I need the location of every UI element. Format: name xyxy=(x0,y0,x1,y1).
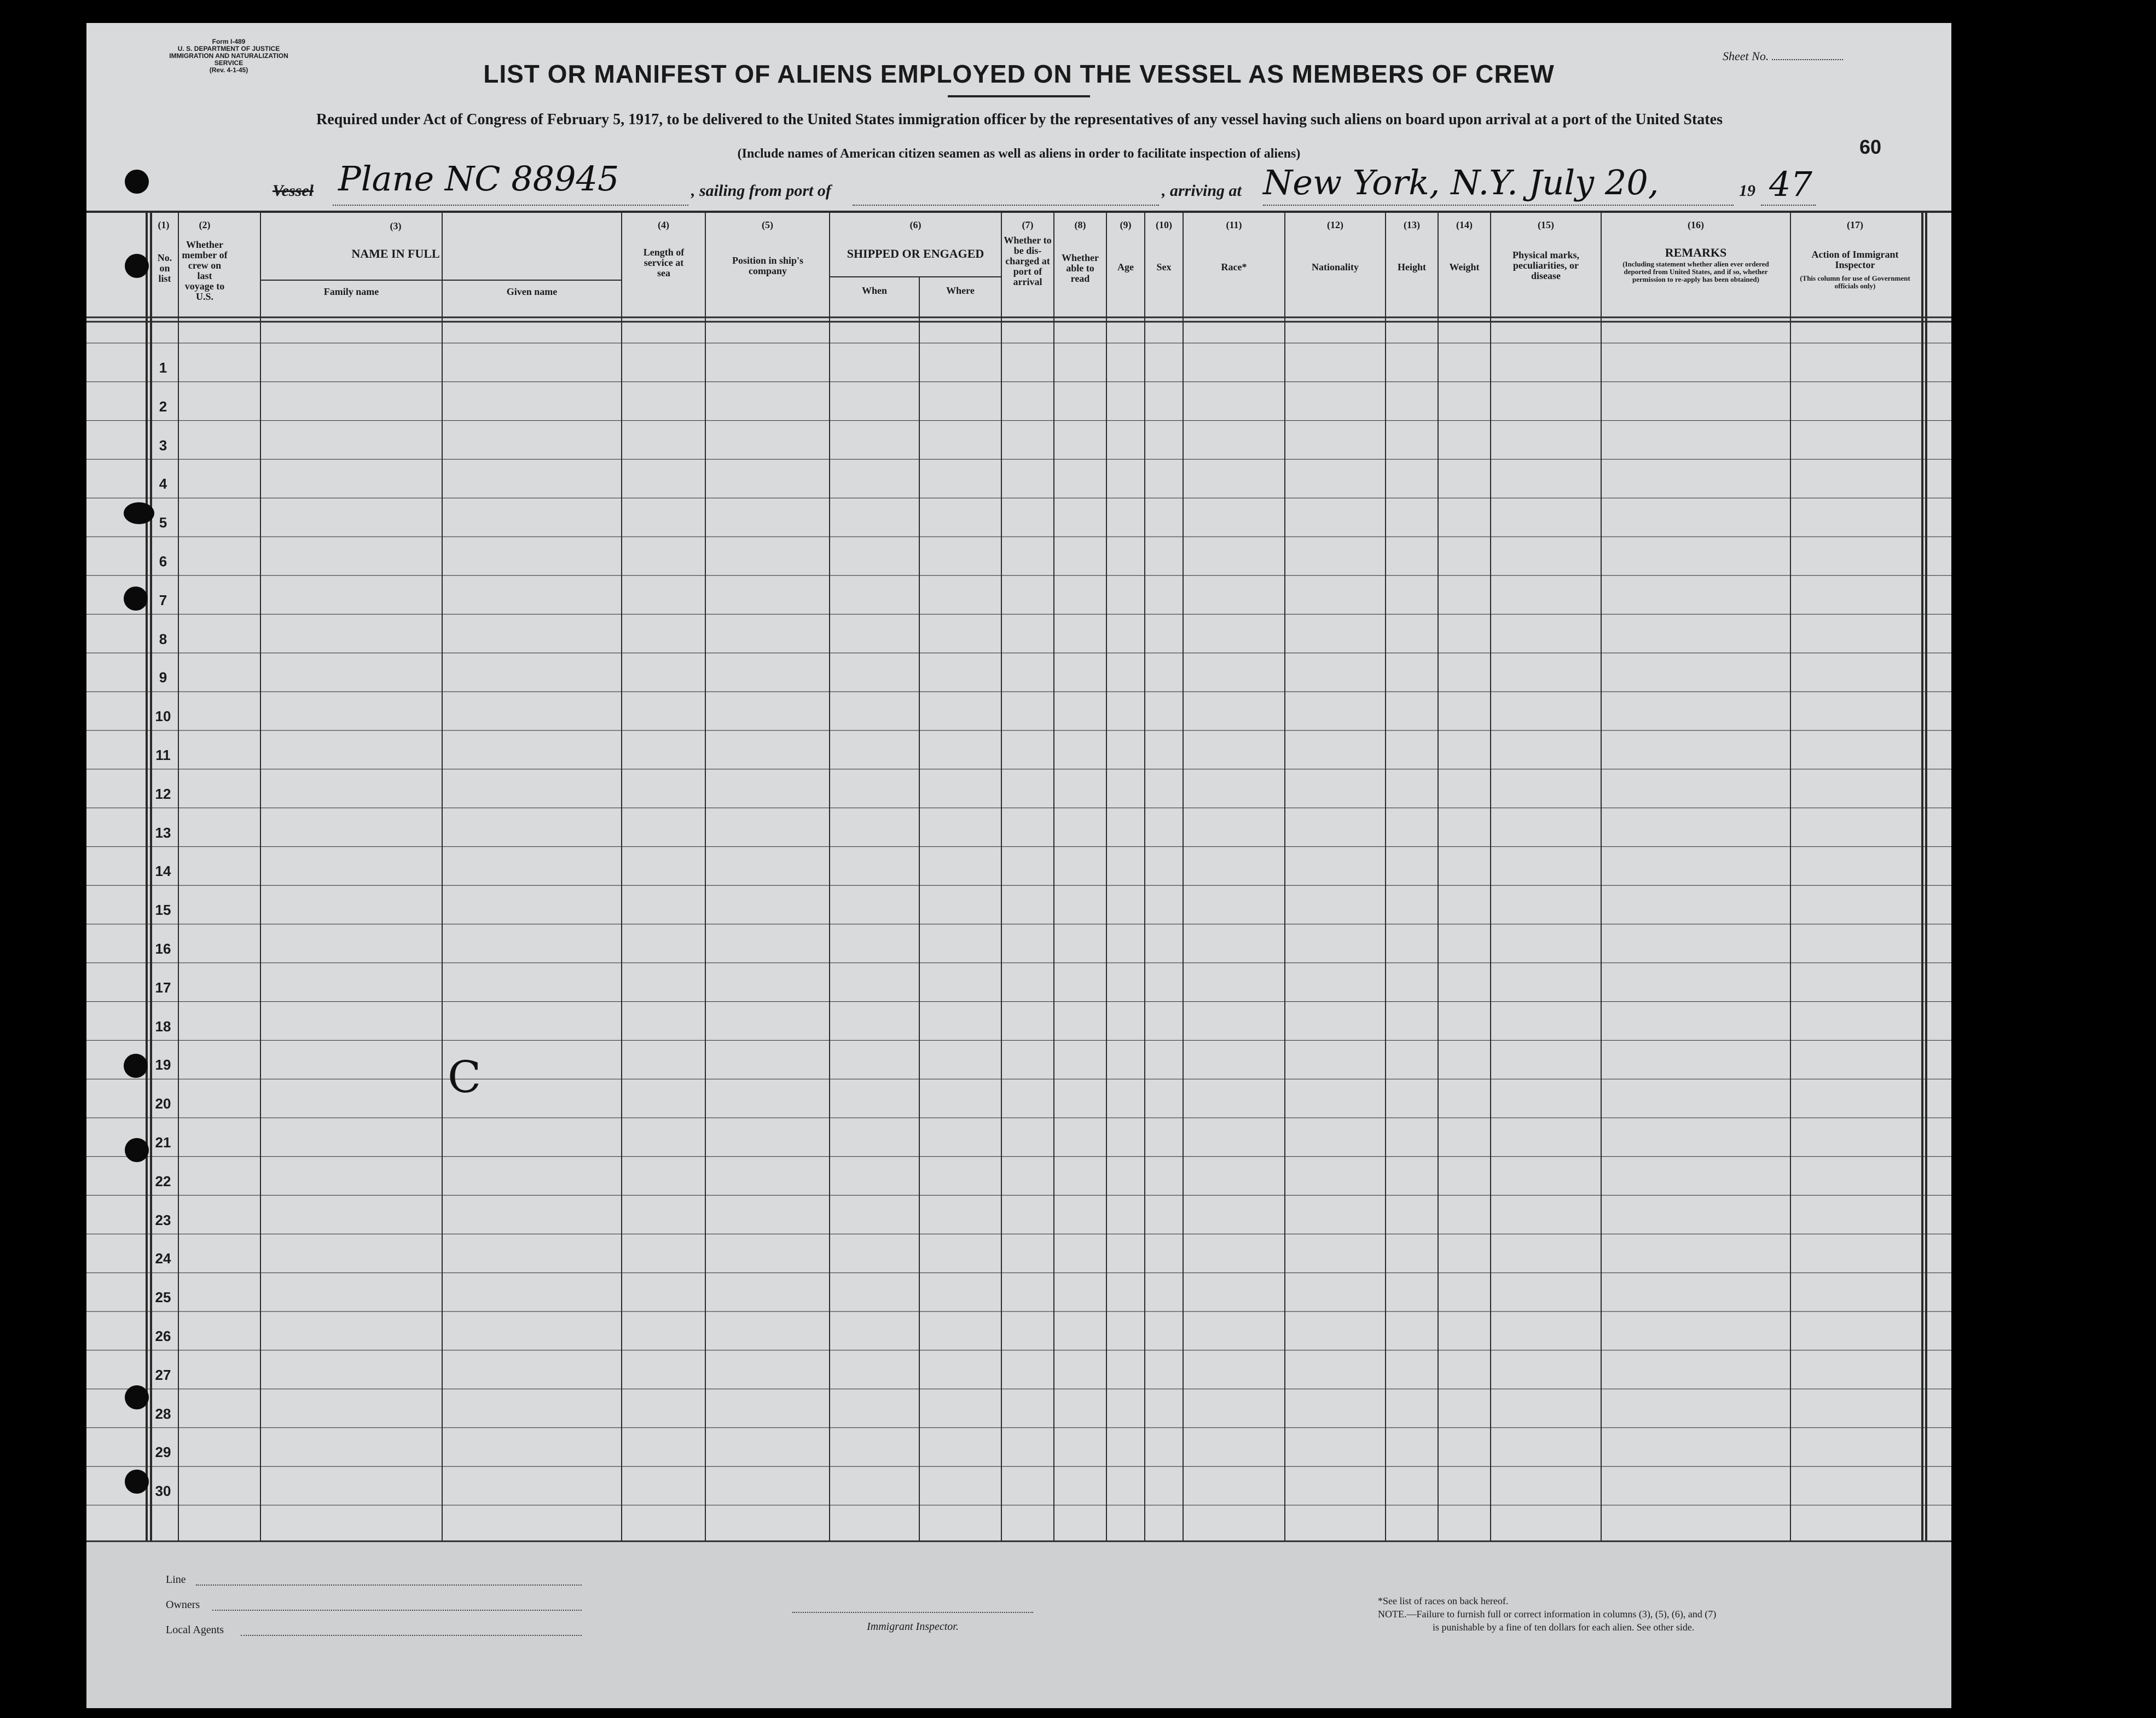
col4-label: Length of service at sea xyxy=(643,247,685,278)
col1-num: (1) xyxy=(158,219,170,230)
footnote-races: *See list of races on back hereof. xyxy=(1378,1595,1509,1606)
vessel-value[interactable]: Plane NC 88945 xyxy=(338,159,619,199)
row-number: 8 xyxy=(159,630,167,647)
col9-label: Age xyxy=(1117,262,1134,272)
punch-hole xyxy=(125,1470,149,1494)
col17-sub: (This column for use of Government officials only) xyxy=(1800,274,1910,290)
col3-given: Given name xyxy=(506,286,558,297)
punch-hole xyxy=(124,1054,148,1078)
col6-num: (6) xyxy=(909,219,921,230)
row-number: 12 xyxy=(155,785,171,802)
row-number: 23 xyxy=(155,1211,171,1228)
col16-label: REMARKS xyxy=(1665,246,1727,259)
row-number: 13 xyxy=(155,824,171,841)
footnote-note: NOTE.—Failure to furnish full or correct information in columns (3), (5), (6), and (7) xyxy=(1378,1609,1717,1620)
col8-num: (8) xyxy=(1074,219,1086,230)
col10-num: (10) xyxy=(1156,219,1172,230)
row-number: 30 xyxy=(155,1483,171,1500)
year-prefix: 19 xyxy=(1739,182,1755,200)
col5-num: (5) xyxy=(762,219,773,230)
col15-num: (15) xyxy=(1538,219,1554,230)
col11-num: (11) xyxy=(1226,219,1242,230)
footer-owners-label: Owners xyxy=(166,1599,200,1611)
punch-hole xyxy=(125,254,149,278)
col13-num: (13) xyxy=(1404,219,1420,230)
col16-num: (16) xyxy=(1688,219,1704,230)
row-number: 2 xyxy=(159,398,167,415)
row-number: 11 xyxy=(155,747,171,763)
row-number: 4 xyxy=(159,475,167,492)
col11-label: Race* xyxy=(1221,262,1247,272)
footer-owners-field[interactable] xyxy=(212,1609,582,1611)
page-title: LIST OR MANIFEST OF ALIENS EMPLOYED ON THE VESSEL AS MEMBERS OF CREW xyxy=(483,60,1555,88)
inspector-label: Immigrant Inspector. xyxy=(867,1621,959,1633)
col12-label: Nationality xyxy=(1311,262,1359,272)
col6-where: Where xyxy=(946,285,975,296)
col13-label: Height xyxy=(1398,262,1426,272)
row-number: 9 xyxy=(159,669,167,686)
punch-hole xyxy=(125,1138,149,1162)
col12-num: (12) xyxy=(1327,219,1343,230)
revision: (Rev. 4-1-45) xyxy=(209,66,248,74)
col14-num: (14) xyxy=(1456,219,1473,230)
col1-label: No. on list xyxy=(157,252,172,284)
col15-label: Physical marks, peculiarities, or disease xyxy=(1512,249,1579,281)
punch-hole xyxy=(124,502,154,524)
col3-label: NAME IN FULL xyxy=(351,247,440,260)
punch-hole xyxy=(125,1385,149,1409)
service: IMMIGRATION AND NATURALIZATION SERVICE xyxy=(169,52,288,67)
subtitle-note: (Include names of American citizen seamen as well as aliens in order to facilitate inspection of aliens) xyxy=(737,147,1301,161)
row-number: 29 xyxy=(155,1444,171,1461)
row-number: 19 xyxy=(155,1057,171,1073)
row-number: 14 xyxy=(155,863,171,880)
row-number: 6 xyxy=(159,553,167,570)
col2-num: (2) xyxy=(199,219,211,230)
punch-hole xyxy=(125,170,149,194)
footer-agents-field[interactable] xyxy=(241,1634,582,1636)
manifest-sheet xyxy=(86,23,1951,1708)
row-number: 27 xyxy=(155,1366,171,1383)
year-suffix[interactable]: 47 xyxy=(1769,164,1812,204)
col6-when: When xyxy=(861,285,887,296)
footer-agents-label: Local Agents xyxy=(166,1624,224,1636)
sheet-number-label: Sheet No. xyxy=(1723,49,1769,63)
col3-num: (3) xyxy=(390,220,402,231)
vessel-label: Vessel xyxy=(273,182,314,200)
row-number: 22 xyxy=(155,1173,171,1189)
row-number: 3 xyxy=(159,437,167,454)
row-number: 28 xyxy=(155,1405,171,1422)
department: U. S. DEPARTMENT OF JUSTICE xyxy=(177,45,280,53)
page-number: 60 xyxy=(1859,136,1882,158)
form-number: Form I-489 xyxy=(212,38,246,45)
col16-sub: (Including statement whether alien ever ordered deported from United States, and if so, whether permission to re-apply has been obtained) xyxy=(1622,260,1769,283)
col2-label: Whether member of crew on last voyage to U.S. xyxy=(182,239,228,302)
row-number: 25 xyxy=(155,1289,171,1306)
row-number: 18 xyxy=(155,1018,171,1035)
col17-label: Action of Immigrant Inspector xyxy=(1811,249,1899,270)
row-number: 20 xyxy=(155,1095,171,1112)
row-number: 15 xyxy=(155,902,171,919)
col9-num: (9) xyxy=(1120,219,1132,230)
row-number: 7 xyxy=(159,591,167,608)
row-number: 24 xyxy=(155,1250,171,1267)
row-number: 5 xyxy=(159,514,167,531)
col3-family: Family name xyxy=(323,286,379,297)
row-number: 16 xyxy=(155,941,171,957)
row-number: 1 xyxy=(159,359,167,376)
row-number: 26 xyxy=(155,1328,171,1344)
inspector-signature-field[interactable] xyxy=(792,1611,1033,1613)
subtitle: Required under Act of Congress of February 5, 1917, to be delivered to the United States immigration officer by the representatives of any vessel having such aliens on board upon arrival at a port of the United States xyxy=(316,111,1723,128)
col6-label: SHIPPED OR ENGAGED xyxy=(847,247,984,260)
col8-label: Whether able to read xyxy=(1062,252,1099,284)
col17-num: (17) xyxy=(1847,219,1863,230)
footnote-fine: is punishable by a fine of ten dollars for each alien. See other side. xyxy=(1433,1622,1695,1633)
row-number: 17 xyxy=(155,979,171,996)
col7-num: (7) xyxy=(1022,219,1034,230)
sailing-label: , sailing from port of xyxy=(691,182,831,200)
col14-label: Weight xyxy=(1449,262,1480,272)
arriving-value[interactable]: New York, N.Y. July 20, xyxy=(1263,162,1659,202)
footer-line-field[interactable] xyxy=(196,1583,582,1586)
handwritten-mark: C xyxy=(448,1052,482,1102)
footer-line-label: Line xyxy=(166,1574,186,1586)
col4-num: (4) xyxy=(658,219,669,230)
col10-label: Sex xyxy=(1156,262,1172,272)
row-number: 10 xyxy=(155,708,171,725)
row-number: 21 xyxy=(155,1134,171,1151)
arriving-label: , arriving at xyxy=(1162,182,1242,200)
col5-label: Position in ship's company xyxy=(732,255,804,276)
punch-hole xyxy=(124,587,148,611)
col7-label: Whether to be dis-charged at port of arrival xyxy=(1004,235,1052,287)
